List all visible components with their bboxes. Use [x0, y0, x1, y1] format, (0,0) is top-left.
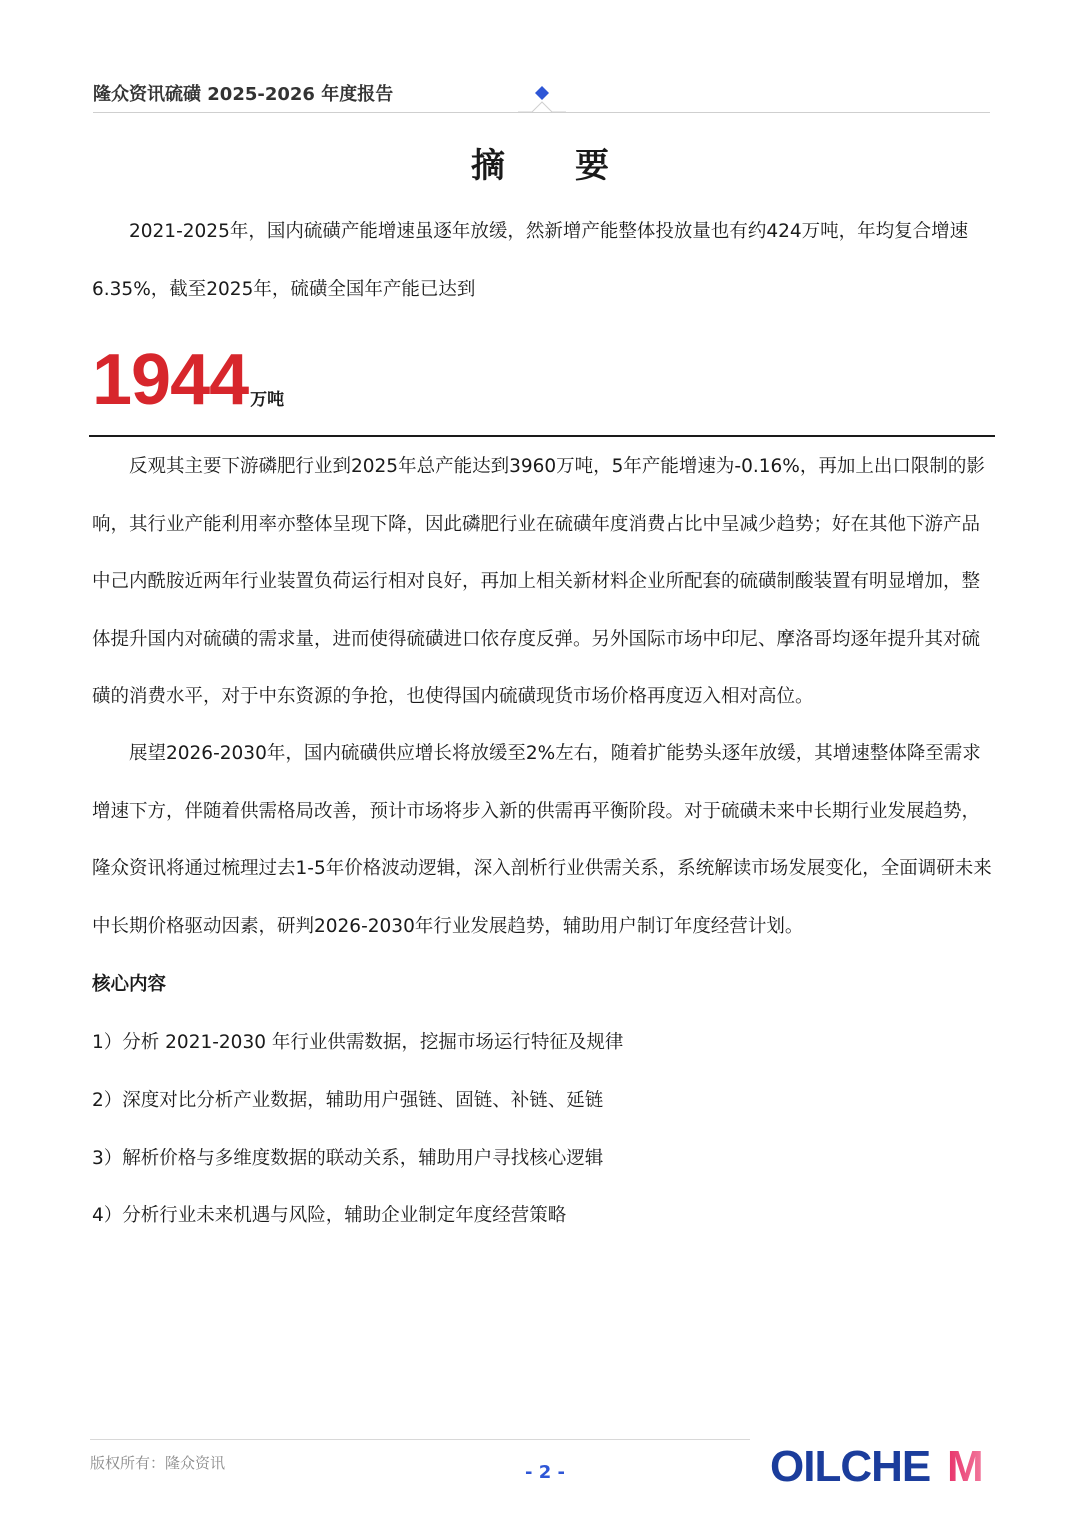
- header-diamond-icon: [512, 84, 572, 114]
- capacity-value: 1944: [92, 340, 249, 420]
- core-content-heading: 核心内容: [92, 974, 167, 995]
- body-paragraph-1: 反观其主要下游磷肥行业到2025年总产能达到3960万吨，5年产能增速为-0.16%，再加上出口限制的影响，其行业产能利用率亦整体呈现下降，因此磷肥行业在硫磺年度消费占比中呈减少趋势；好在其他下游产品中己内酰胺近两年行业装置负荷运行相对良好，再加上相关新材料企业所配套的硫磺制酸装置有明显增加，整体提升国内对硫磺的需求量，进而使得硫磺进口依存度反弹。另外国际市场中印尼、摩洛哥均逐年提升其对硫磺的消费水平，对于中东资源的争抢，也使得国内硫磺现货市场价格再度迈入相对高位。: [92, 456, 985, 707]
- body-paragraph-2: 展望2026-2030年，国内硫磺供应增长将放缓至2%左右，随着扩能势头逐年放缓，其增速整体降至需求增速下方，伴随着供需格局改善，预计市场将步入新的供需再平衡阶段。对于硫磺未来中长期行业发展趋势，隆众资讯将通过梳理过去1-5年价格波动逻辑，深入剖析行业供需关系，系统解读市场发展变化，全面调研未来中长期价格驱动因素，研判2026-2030年行业发展趋势，辅助用户制订年度经营计划。: [92, 743, 992, 937]
- list-item: 3）解析价格与多维度数据的联动关系，辅助用户寻找核心逻辑: [92, 1148, 604, 1169]
- title-char-1: 摘: [471, 146, 505, 186]
- svg-text:OILCHE: OILCHE: [770, 1442, 931, 1490]
- svg-text:M: M: [947, 1442, 984, 1490]
- list-item: 4）分析行业未来机遇与风险，辅助企业制定年度经营策略: [92, 1205, 567, 1226]
- page-title: [0, 138, 1080, 187]
- section-divider: [89, 435, 995, 437]
- capacity-highlight: [92, 336, 285, 420]
- title-char-2: 要: [575, 146, 609, 186]
- oilchem-logo-icon: [770, 1440, 996, 1490]
- page-number: - 2 -: [525, 1462, 565, 1483]
- intro-paragraph: 2021-2025年，国内硫磺产能增速虽逐年放缓，然新增产能整体投放量也有约424万吨，年均复合增速6.35%，截至2025年，硫磺全国年产能已达到: [92, 221, 969, 300]
- list-item: 1）分析 2021-2030 年行业供需数据，挖掘市场运行特征及规律: [92, 1032, 624, 1053]
- list-item: 2）深度对比分析产业数据，辅助用户强链、固链、补链、延链: [92, 1090, 604, 1111]
- report-header-title: 隆众资讯硫磺 2025-2026 年度报告: [93, 84, 394, 105]
- capacity-unit: 万吨: [250, 390, 285, 410]
- oilchem-logo: [770, 1440, 996, 1494]
- copyright-text: 版权所有：隆众资讯: [90, 1454, 226, 1472]
- footer-divider: [90, 1439, 750, 1440]
